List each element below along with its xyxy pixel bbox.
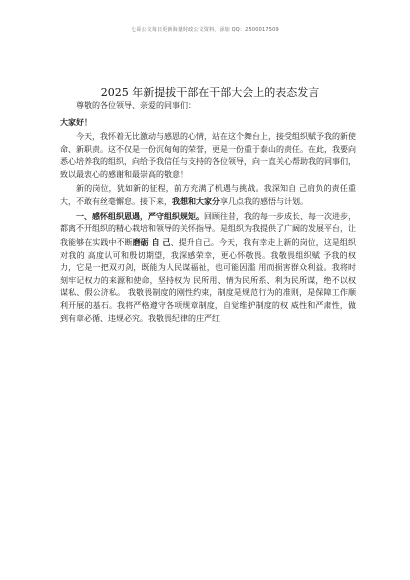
header-note: 七哥公文每日更新海量时政公文资料，添加 QQ：2500017509 [131, 27, 279, 33]
paragraph-2-text: 新的岗位，犹如新的征程，前方充满了机遇与挑战。我深知自 己肩负的责任重大，不敢有丝毫懈怠。接下来， [60, 183, 356, 207]
paragraph-3-end: 、提升自己。今天，我有幸走上新的岗位，这是组织对我的 高度认可和殷切期望，我深感荣幸，更心怀敬畏。我敬畏组织赋 予我的权力，它是一把双刃剑，既能为人民谋福祉，也可能因滥 用而损害群众利益。我将时刻牢记权力的来源和使命，坚持权为 民所用、情为民所系、利为民所谋，绝不以权谋私、假公济私。 我敬畏制度的刚性约束，制度是规范行为的准则，是保障工作顺 利开展的基石。我将严格遵守各项规章制度，自觉维护制度的权 威性和严肃性，做到有章必循、违规必究。我敬畏纪律的庄严红 [60, 237, 357, 323]
paragraph-2-end: 享几点我的感悟与计划。 [220, 197, 308, 207]
paragraph-3-text: 回顾往昔，我的每一步成长、每一次进步，都离不开组织的精心栽培和领导的关怀指导。是组织为我提供了广阔的发展平台，让我能够在实践中不断 [60, 211, 356, 247]
paragraph-3 [60, 210, 356, 325]
section-heading-1: 一、感怀组织恩遇，严守组织规矩。 [76, 210, 204, 221]
document-title: 2025 年新提拔干部在干部大会上的表态发言 [100, 86, 320, 99]
document-body [60, 100, 356, 326]
paragraph-1: 今天，我怀着无比激动与感恩的心情，站在这个舞台上，接受组织赋予我的新使命、新职责。这不仅是一份沉甸甸的荣誉，更是一份重于泰山的责任。在此，我要向悉心培养我的组织，向给予我信任与支持的各位领导，向一直关心帮助我的同事们，致以最衷心的感谢和最崇高的敬意！ [60, 132, 356, 179]
paragraph-2 [60, 183, 356, 209]
paragraph-2-bold: 我想和大家分 [172, 196, 220, 207]
paragraph-3-bold: 磨砺 自 己 [132, 236, 171, 247]
greeting: 大家好！ [60, 116, 92, 127]
salutation: 尊敬的各位领导、亲爱的同事们： [76, 101, 196, 110]
